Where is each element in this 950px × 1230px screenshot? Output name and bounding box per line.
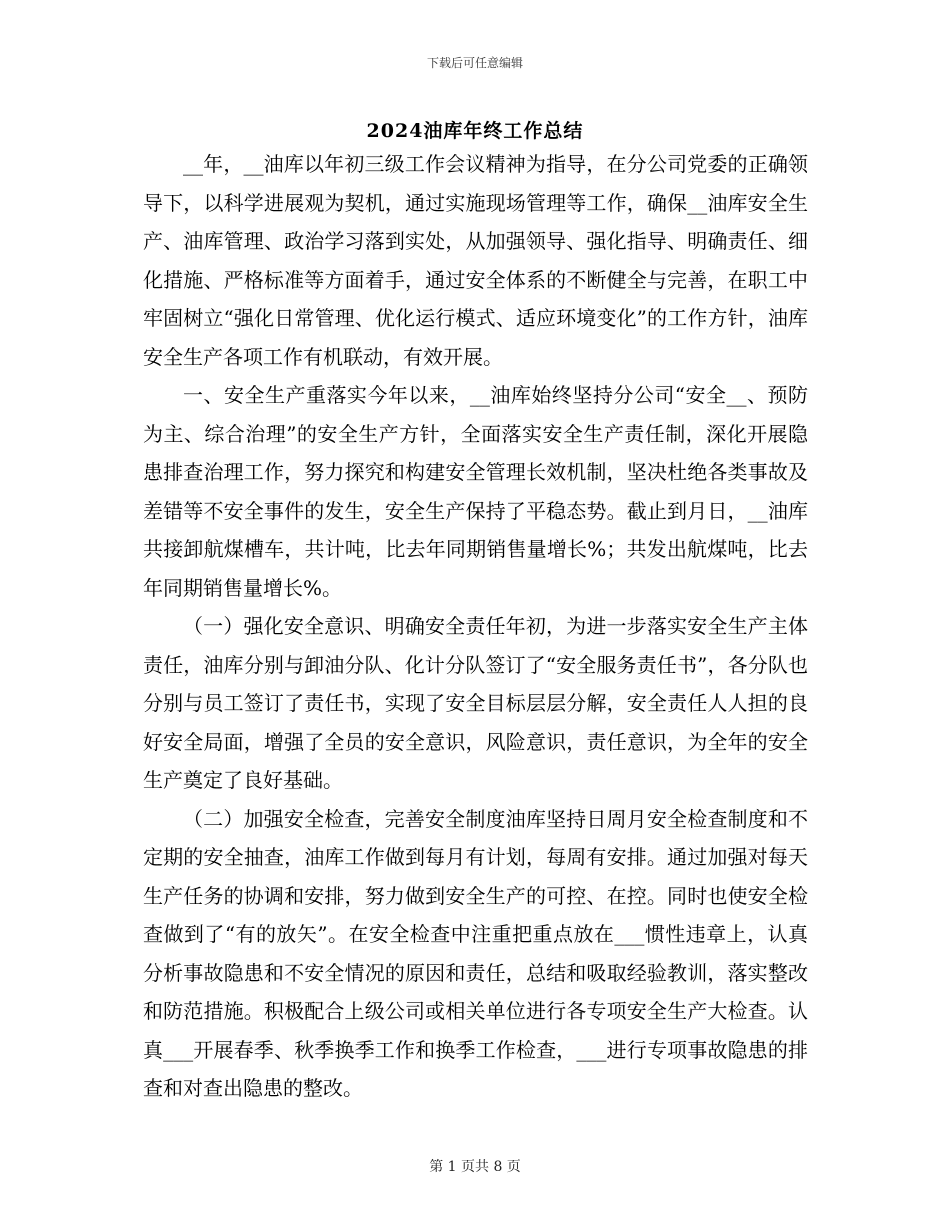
document-title: 2024油库年终工作总结 — [366, 120, 584, 142]
paragraph-safety-awareness: （一）强化安全意识、明确安全责任年初，为进一步落实安全生产主体责任，油库分别与卸油分队、化计分队签订了“安全服务责任书”，各分队也分别与员工签订了责任书，实现了安全目标层层分解，安全责任人人担的良好安全局面，增强了全员的安全意识，风险意识，责任意识，为全年的安全生产奠定了良好基础。 — [143, 614, 808, 792]
document-body — [143, 145, 808, 1108]
page-footer: 第 1 页共 8 页 — [429, 1159, 521, 1175]
paragraph-safety-production: 一、安全生产重落实今年以来，__油库始终坚持分公司“安全__、预防为主、综合治理”的安全生产方针，全面落实安全生产责任制，深化开展隐患排查治理工作，努力探究和构建安全管理长效机制，坚决杜绝各类事故及差错等不安全事件的发生，安全生产保持了平稳态势。截止到月日，__油库共接卸航煤槽车，共计吨，比去年同期销售量增长%；共发出航煤吨，比去年同期销售量增长%。 — [143, 383, 808, 600]
paragraph-safety-inspection: （二）加强安全检查，完善安全制度油库坚持日周月安全检查制度和不定期的安全抽查，油库工作做到每月有计划，每周有安排。通过加强对每天生产任务的协调和安排，努力做到安全生产的可控、在控。同时也使安全检查做到了“有的放矢”。在安全检查中注重把重点放在___惯性违章上，认真分析事故隐患和不安全情况的原因和责任，总结和吸取经验教训，落实整改和防范措施。积极配合上级公司或相关单位进行各专项安全生产大检查。认真___开展春季、秋季换季工作和换季工作检查，___进行专项事故隐患的排查和对查出隐患的整改。 — [143, 806, 808, 1100]
paragraph-intro: __年，__油库以年初三级工作会议精神为指导，在分公司党委的正确领导下，以科学进展观为契机，通过实施现场管理等工作，确保__油库安全生产、油库管理、政治学习落到实处，从加强领导、强化指导、明确责任、细化措施、严格标准等方面着手，通过安全体系的不断健全与完善，在职工中牢固树立“强化日常管理、优化运行模式、适应环境变化”的工作方针，油库安全生产各项工作有机联动，有效开展。 — [143, 152, 808, 369]
header-note: 下载后可任意编辑 — [426, 56, 523, 70]
